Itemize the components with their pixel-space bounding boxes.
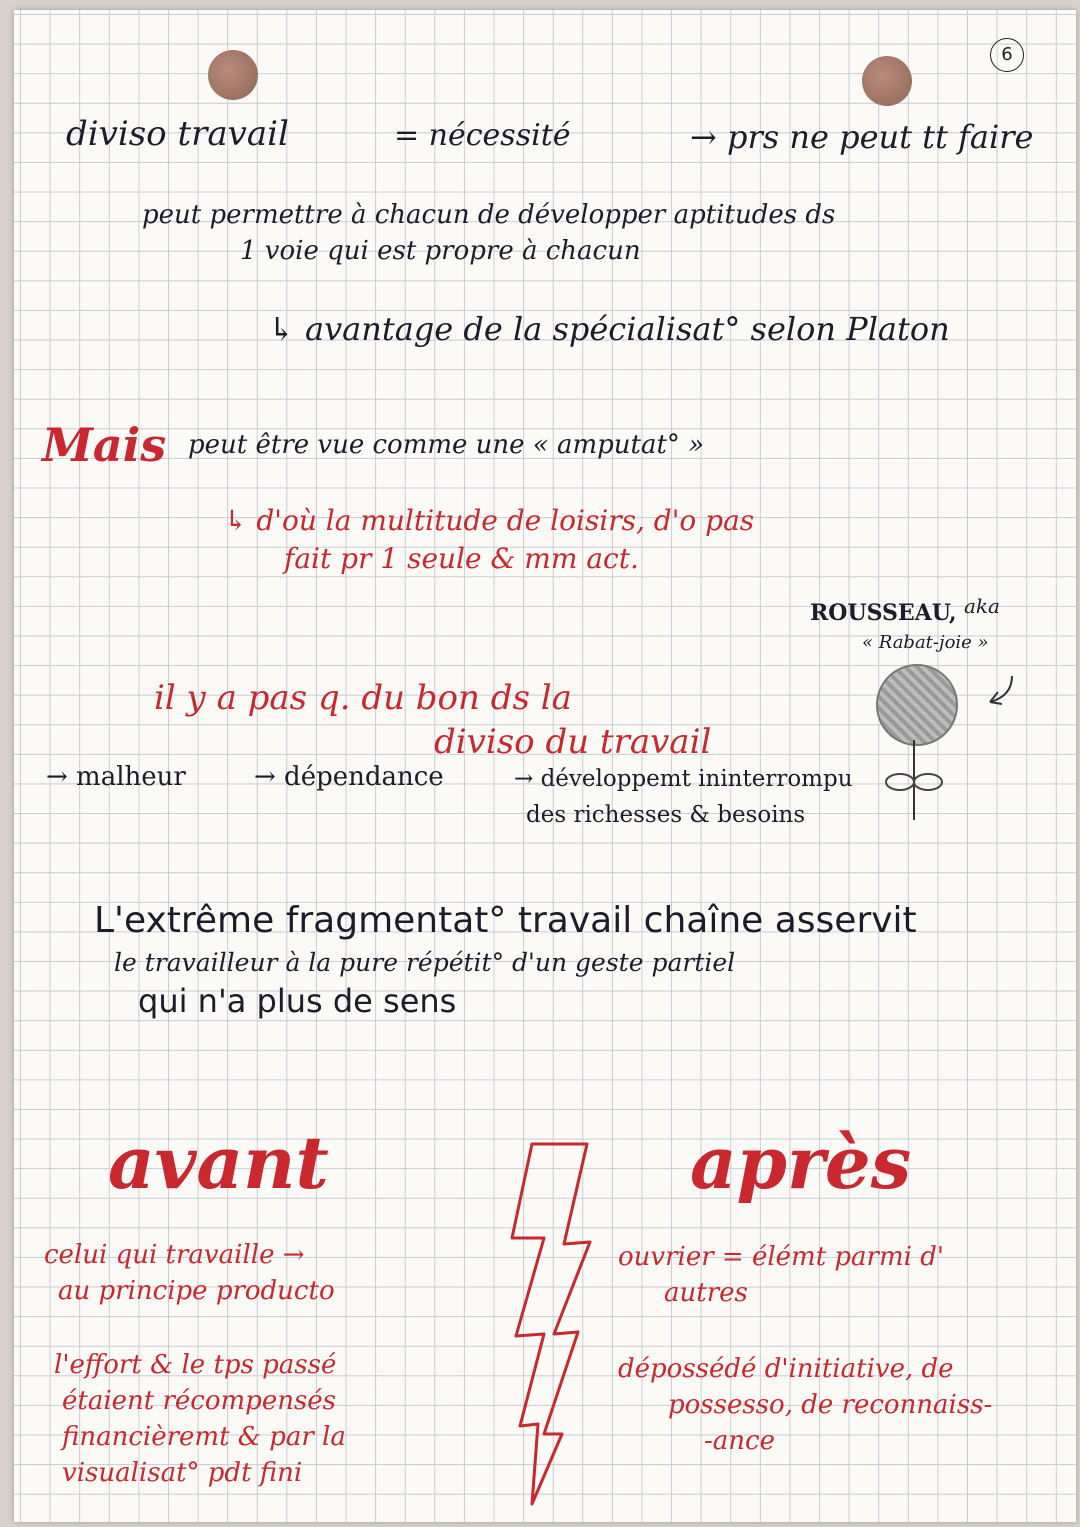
flower-stem-sketch	[864, 740, 964, 830]
text-division-travail: diviso du travail	[434, 722, 712, 762]
text-multitude-loisirs: ↳ d'où la multitude de loisirs, d'o pas	[224, 504, 755, 537]
text-permettre: peut permettre à chacun de développer aptitudes ds	[142, 200, 836, 230]
heading-division-travail: diviso travail	[66, 114, 289, 154]
rousseau-portrait-sketch	[876, 664, 958, 746]
binder-hole-left	[208, 50, 258, 100]
text-plus-de-sens: qui n'a plus de sens	[138, 982, 457, 1020]
apres-p1-line1: ouvrier = élémt parmi d'	[618, 1242, 945, 1272]
text-amputation: peut être vue comme une « amputat° »	[188, 430, 705, 460]
avant-p2-line1: l'effort & le tps passé	[54, 1350, 337, 1380]
text-voie-propre: 1 voie qui est propre à chacun	[240, 236, 641, 266]
apres-p2-line1: dépossédé d'initiative, de	[618, 1354, 954, 1384]
notebook-page	[14, 10, 1076, 1522]
apres-heading: après	[690, 1120, 912, 1205]
heading-necessite: = nécessité	[394, 118, 571, 153]
page-number: 6	[990, 38, 1024, 72]
apres-p1-line2: autres	[664, 1278, 748, 1308]
text-seule-activite: fait pr 1 seule & mm act.	[284, 542, 639, 575]
rousseau-nickname: « Rabat-joie »	[862, 632, 989, 653]
text-il-ya-pas: il y a pas q. du bon ds la	[154, 678, 572, 718]
text-travailleur-repetition: le travailleur à la pure répétit° d'un geste partiel	[114, 948, 736, 977]
lightning-bolt-icon	[492, 1134, 602, 1514]
text-developpement: → développemt ininterrompu	[514, 766, 853, 792]
avant-p1-line1: celui qui travaille →	[44, 1240, 305, 1270]
avant-p2-line2: étaient récompensés	[62, 1386, 337, 1416]
text-richesses-besoins: des richesses & besoins	[526, 802, 806, 828]
avant-p1-line2: au principe producto	[58, 1276, 335, 1306]
avant-heading: avant	[108, 1120, 329, 1205]
text-extreme-fragmentation: L'extrême fragmentat° travail chaîne asservit	[94, 900, 917, 941]
avant-p2-line3: financièremt & par la	[62, 1422, 346, 1452]
text-malheur: → malheur	[46, 762, 186, 792]
arrow-to-portrait-icon	[982, 672, 1022, 712]
binder-hole-right	[862, 56, 912, 106]
heading-personne-ne-peut: → prs ne peut tt faire	[690, 118, 1034, 156]
text-avantage-platon: ↳ avantage de la spécialisat° selon Platon	[268, 310, 950, 348]
apres-p2-line3: -ance	[704, 1426, 775, 1456]
avant-p2-line4: visualisat° pdt fini	[62, 1458, 303, 1488]
text-dependance: → dépendance	[254, 762, 444, 792]
rousseau-name: ROUSSEAU,	[810, 600, 957, 626]
mais-heading: Mais	[42, 418, 167, 472]
apres-p2-line2: possesso, de reconnaiss-	[668, 1390, 993, 1420]
rousseau-aka: aka	[964, 594, 1000, 618]
